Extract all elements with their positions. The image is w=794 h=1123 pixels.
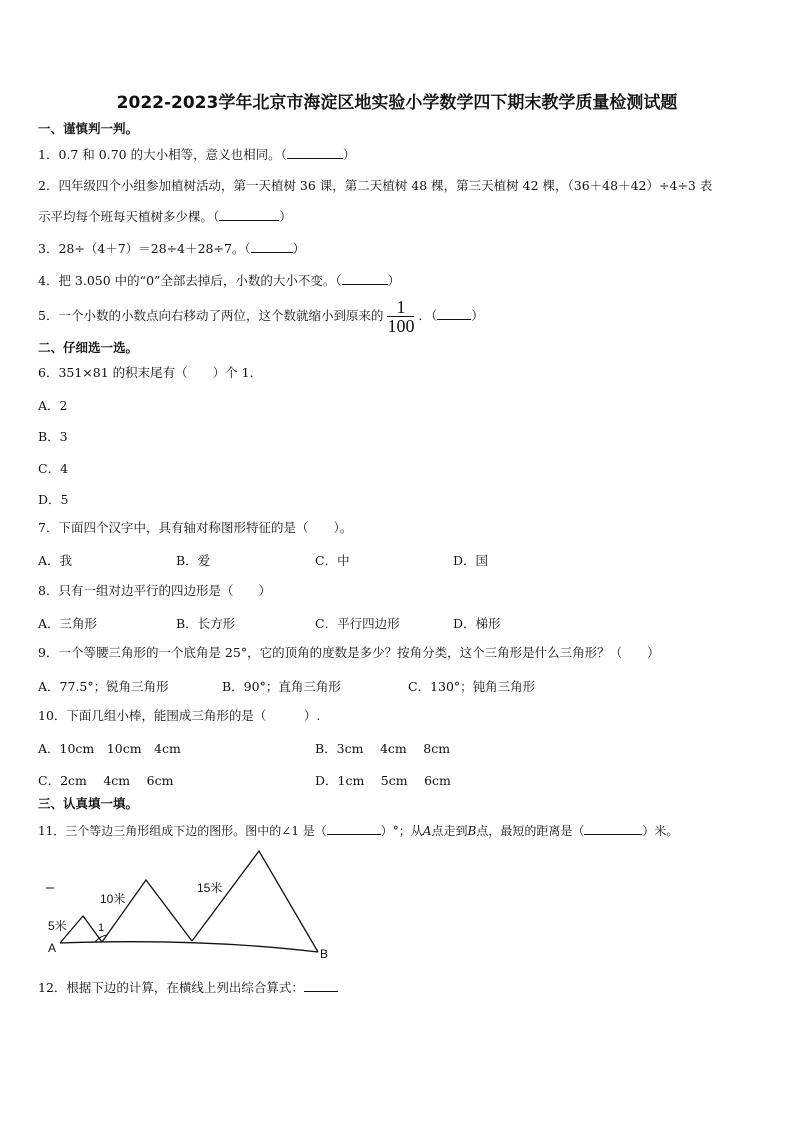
q9-option-b[interactable]: B．90°；直角三角形 xyxy=(222,679,341,694)
q7-option-d[interactable]: D．国 xyxy=(453,553,489,568)
q10-option-a[interactable]: A．10cm 10cm 4cm xyxy=(38,741,181,756)
answer-blank[interactable] xyxy=(304,979,338,992)
section-heading-fill: 三、认真填一填。 xyxy=(38,796,139,811)
q7-option-b[interactable]: B．爱 xyxy=(176,553,211,568)
label-point-a: A xyxy=(48,941,57,955)
large-triangle xyxy=(192,851,318,952)
page-title: 2022-2023学年北京市海淀区地实验小学数学四下期末教学质量检测试题 xyxy=(116,93,678,113)
question-4: 4．把 3.050 中的“0”全部去掉后，小数的大小不变。（ ） xyxy=(38,273,401,288)
fraction-one-hundredth: $\frac{1}{100}$ xyxy=(387,297,415,336)
q6-option-c[interactable]: C．4 xyxy=(38,461,69,476)
answer-blank[interactable] xyxy=(327,822,381,835)
q9-option-c[interactable]: C．130°；钝角三角形 xyxy=(408,679,536,694)
answer-blank[interactable] xyxy=(342,272,388,285)
triangles-figure xyxy=(40,846,340,960)
q10-option-d[interactable]: D．1cm 5cm 6cm xyxy=(315,773,451,788)
q8-option-c[interactable]: C．平行四边形 xyxy=(315,616,400,631)
question-12: 12．根据下边的计算，在横线上列出综合算式： xyxy=(38,979,338,996)
answer-blank[interactable] xyxy=(437,307,471,320)
question-6: 6．351×81 的积末尾有（ ）个 1． xyxy=(38,365,263,380)
q6-option-a[interactable]: A．2 xyxy=(38,398,68,413)
question-3: 3．28÷（4＋7）＝28÷4＋28÷7。（ ） xyxy=(38,241,306,256)
label-10m: 10米 xyxy=(100,892,126,906)
question-10: 10．下面几组小棒，能围成三角形的是（ ）. xyxy=(38,708,321,723)
answer-blank[interactable] xyxy=(251,240,293,253)
q8-option-b[interactable]: B．长方形 xyxy=(176,616,236,631)
label-point-b: B xyxy=(320,947,329,960)
label-angle-1: 1 xyxy=(98,922,105,934)
q10-option-c[interactable]: C．2cm 4cm 6cm xyxy=(38,773,174,788)
question-2: 2．四年级四个小组参加植树活动，第一天植树 36 课，第二天植树 48 棵，第三天植树 42 棵，（36＋48＋42）÷4÷3 表 xyxy=(38,178,713,193)
section-heading-choose: 二、仔细选一选。 xyxy=(38,340,139,355)
q6-option-b[interactable]: B．3 xyxy=(38,429,68,444)
q8-option-a[interactable]: A．三角形 xyxy=(38,616,98,631)
answer-blank[interactable] xyxy=(287,146,343,159)
label-5m: 5米 xyxy=(48,919,67,933)
section-heading-judge: 一、谨慎判一判。 xyxy=(38,121,139,136)
medium-triangle xyxy=(102,880,192,942)
question-5: 5．一个小数的小数点向右移动了两位，这个数就缩小到原来的 $\frac{1}{100}$ ．（ ） xyxy=(38,297,484,336)
question-9: 9．一个等腰三角形的一个底角是 25°，它的顶角的度数是多少？按角分类，这个三角形是什么三角形？（ ） xyxy=(38,645,660,660)
q7-option-c[interactable]: C．中 xyxy=(315,553,350,568)
question-11: 11．三个等边三角形组成下边的图形。图中的∠1 是（ ）°；从A点走到B点，最短的距离是（ ）米。 xyxy=(38,824,679,838)
question-8: 8．只有一组对边平行的四边形是（ ） xyxy=(38,583,271,598)
answer-blank[interactable] xyxy=(584,822,642,835)
answer-blank[interactable] xyxy=(219,208,279,221)
q9-option-a[interactable]: A．77.5°；锐角三角形 xyxy=(38,679,169,694)
q10-option-b[interactable]: B．3cm 4cm 8cm xyxy=(315,741,451,756)
question-1: 1．0.7 和 0.70 的大小相等，意义也相同。（ ） xyxy=(38,147,356,162)
q7-option-a[interactable]: A．我 xyxy=(38,553,73,568)
label-15m: 15米 xyxy=(197,881,223,895)
question-7: 7．下面四个汉字中，具有轴对称图形特征的是（ ）。 xyxy=(38,520,353,535)
question-2-cont: 示平均每个班每天植树多少棵。（ ） xyxy=(38,209,292,224)
ground-curve xyxy=(60,942,318,952)
q8-option-d[interactable]: D．梯形 xyxy=(453,616,501,631)
q6-option-d[interactable]: D．5 xyxy=(38,492,69,507)
